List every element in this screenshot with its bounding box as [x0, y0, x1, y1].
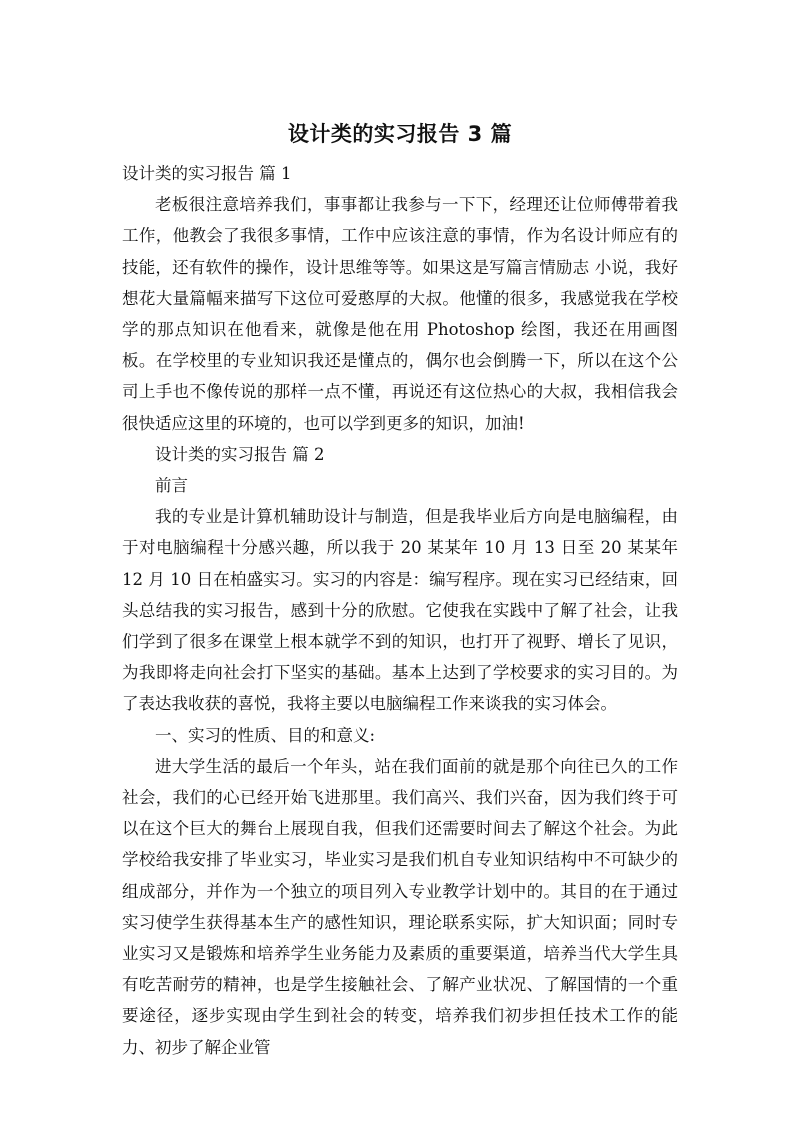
document-body — [122, 158, 678, 1063]
paragraph: 进大学生活的最后一个年头，站在我们面前的就是那个向往已久的工作社会，我们的心已经开始飞进那里。我们高兴、我们兴奋，因为我们终于可以在这个巨大的舞台上展现自我，但我们还需要时间去了解这个社会。为此学校给我安排了毕业实习，毕业实习是我们机自专业知识结构中不可缺少的组成部分，并作为一个独立的项目列入专业教学计划中的。其目的在于通过实习使学生获得基本生产的感性知识，理论联系实际，扩大知识面；同时专业实习又是锻炼和培养学生业务能力及素质的重要渠道，培养当代大学生具有吃苦耐劳的精神，也是学生接触社会、了解产业状况、了解国情的一个重要途径，逐步实现由学生到社会的转变，培养我们初步担任技术工作的能力、初步了解企业管 — [122, 756, 678, 1057]
preface-heading: 前言 — [155, 476, 188, 496]
paragraph: 我的专业是计算机辅助设计与制造，但是我毕业后方向是电脑编程，由于对电脑编程十分感兴趣，所以我于 20 某某年 10 月 13 日至 20 某某年 12 月 10 日在柏盛实习。实习的内容是：编写程序。现在实习已经结束，回头总结我的实习报告，感到十分的欣慰。它使我在实践中了解了社会，让我们学到了很多在课堂上根本就学不到的知识，也打开了视野、增长了见识，为我即将走向社会打下坚实的基础。基本上达到了学校要求的实习目的。为了表达我收获的喜悦，我将主要以电脑编程工作来谈我的实习体会。 — [122, 507, 678, 714]
section-heading-1: 设计类的实习报告 篇 1 — [122, 164, 292, 183]
paragraph: 老板很注意培养我们，事事都让我参与一下下，经理还让位师傅带着我工作，他教会了我很多事情，工作中应该注意的事情，作为名设计师应有的技能，还有软件的操作，设计思维等等。如果这是写篇言情励志 小说，我好想花大量篇幅来描写下这位可爱憨厚的大叔。他懂的很多，我感觉我在学校学的那点知识在他看来，就像是他在用 Photoshop 绘图，我还在用画图板。在学校里的专业知识我还是懂点的，偶尔也会倒腾一下，所以在这个公司上手也不像传说的那样一点不懂，再说还有这位热心的大叔，我相信我会很快适应这里的环境的，也可以学到更多的知识，加油! — [122, 195, 678, 433]
subsection-heading: 一、实习的性质、目的和意义: — [155, 725, 376, 745]
section-heading-2: 设计类的实习报告 篇 2 — [155, 444, 325, 464]
document-title: 设计类的实习报告 3 篇 — [287, 122, 513, 146]
